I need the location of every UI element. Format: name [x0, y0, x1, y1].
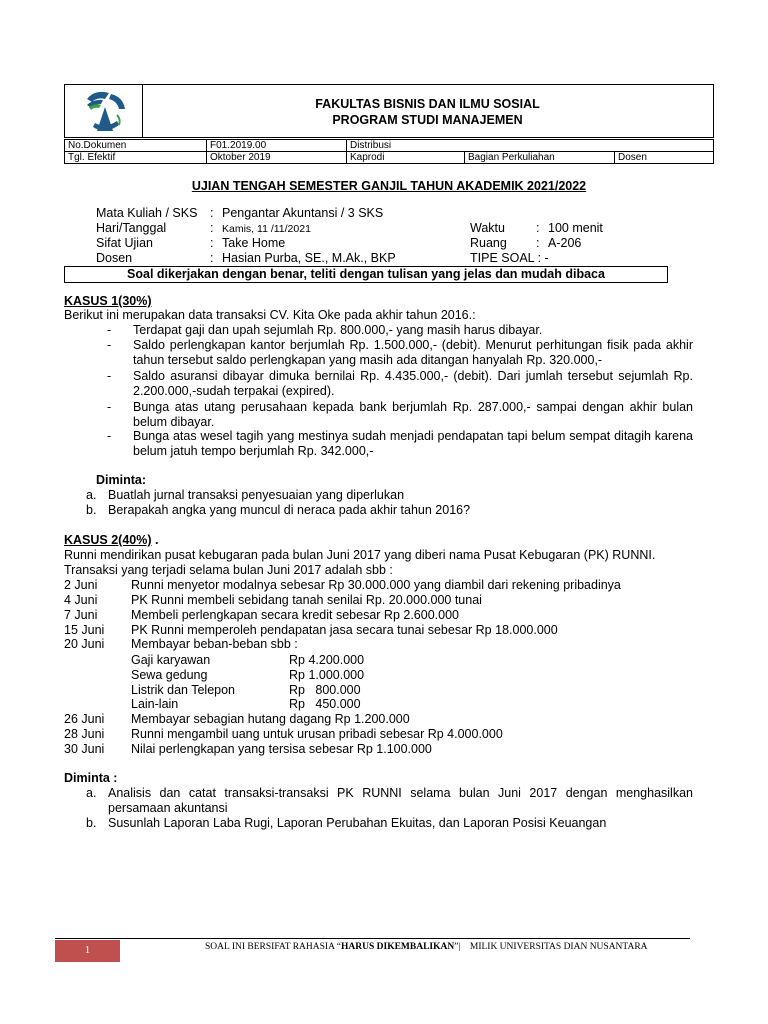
colon: :: [210, 221, 214, 235]
hari-label: Hari/Tanggal: [96, 221, 167, 235]
kasus1-req: Buatlah jurnal transaksi penyesuaian yang diperlukan: [108, 488, 405, 502]
bullet-dash: -: [107, 400, 112, 414]
waktu-value: 100 menit: [548, 221, 603, 235]
ruang-value: A-206: [548, 236, 582, 250]
kasus1-title: KASUS 1(30%): [64, 294, 152, 308]
kasus1-bullet: Bunga atas utang perusahaan kepada bank berjumlah Rp. 287.000,- sampai dengan akhir bulan belum dibayar.: [133, 400, 693, 429]
beban-name: Listrik dan Telepon: [131, 683, 236, 697]
beban-amount: Rp 4.200.000: [289, 653, 365, 667]
waktu-label: Waktu: [470, 221, 505, 235]
tx-text: Runni menyetor modalnya sebesar Rp 30.000.000 yang diambil dari rekening pribadinya: [131, 578, 621, 592]
exam-info: [96, 206, 696, 266]
kasus1-diminta: Diminta:: [96, 473, 146, 487]
instruction-note: Soal dikerjakan dengan benar, teliti dengan tulisan yang jelas dan mudah dibaca: [64, 266, 668, 283]
meta-cell: Oktober 2019: [207, 152, 347, 164]
program-title: PROGRAM STUDI MANAJEMEN: [332, 113, 523, 127]
kasus2-req: Susunlah Laporan Laba Rugi, Laporan Perubahan Ekuitas, dan Laporan Posisi Keuangan: [108, 816, 607, 830]
kasus1-bullet: Saldo perlengkapan kantor berjumlah Rp. 1.500.000,- (debit). Menurut perhitungan fisik pada akhir tahun tersebut saldo perlengkapan yang masih ada ditangan hanyalah Rp. 320.000,-: [133, 338, 693, 367]
dosen-label: Dosen: [96, 251, 133, 265]
beban-name: Sewa gedung: [131, 668, 208, 682]
kasus1-req: Berapakah angka yang muncul di neraca pada akhir tahun 2016?: [108, 503, 471, 517]
faculty-title: FAKULTAS BISNIS DAN ILMU SOSIAL: [315, 97, 540, 111]
footer-text: SOAL INI BERSIFAT RAHASIA “HARUS DIKEMBALIKAN”| MILIK UNIVERSITAS DIAN NUSANTARA: [205, 942, 648, 952]
tx-date: 28 Juni: [64, 727, 105, 741]
beban-amount: Rp 1.000.000: [289, 668, 365, 682]
beban-amount: Rp 450.000: [289, 697, 361, 711]
colon: :: [536, 236, 540, 250]
kasus2-req: Analisis dan catat transaksi-transaksi PK RUNNI selama bulan Juni 2017 dengan menghasilkan persamaan akuntansi: [108, 786, 693, 815]
tx-text: PK Runni memperoleh pendapatan jasa secara tunai sebesar Rp 18.000.000: [131, 623, 558, 637]
kasus2-intro: Runni mendirikan pusat kebugaran pada bulan Juni 2017 yang diberi nama Pusat Kebugaran (PK) RUNNI.: [64, 548, 656, 562]
page-number: 1: [55, 940, 120, 962]
document-meta-table: [64, 139, 714, 164]
kasus1-intro: Berikut ini merupakan data transaksi CV. Kita Oke pada akhir tahun 2016.:: [64, 308, 476, 322]
hari-value: Kamis, 11 /11/2021: [222, 223, 311, 235]
kasus1-bullet: Saldo asuransi dibayar dimuka bernilai Rp. 4.435.000,- (debit). Dari jumlah tersebut sejumlah Rp. 2.200.000,-sudah terpakai (expired).: [133, 369, 693, 398]
req-mark: b.: [86, 816, 97, 830]
tx-text: Membayar sebagian hutang dagang Rp 1.200.000: [131, 712, 410, 726]
meta-row: [65, 140, 714, 152]
beban-name: Lain-lain: [131, 697, 179, 711]
bullet-dash: -: [107, 429, 112, 443]
kasus1-bullet: Bunga atas wesel tagih yang mestinya sudah menjadi pendapatan tapi belum sempat ditagih karena belum jatuh tempo berjumlah Rp. 342.000,-: [133, 429, 693, 458]
tx-date: 26 Juni: [64, 712, 105, 726]
tx-date: 20 Juni: [64, 637, 105, 651]
exam-title: UJIAN TENGAH SEMESTER GANJIL TAHUN AKADEMIK 2021/2022: [191, 179, 587, 193]
tx-date: 2 Juni: [64, 578, 98, 592]
meta-cell: Distribusi: [347, 140, 714, 152]
tx-date: 30 Juni: [64, 742, 105, 756]
tx-text: PK Runni membeli sebidang tanah senilai Rp. 20.000.000 tunai: [131, 593, 482, 607]
meta-cell: F01.2019.00: [207, 140, 347, 152]
colon: :: [210, 236, 214, 250]
meta-row: [65, 152, 714, 164]
tx-text: Membayar beban-beban sbb :: [131, 637, 298, 651]
kasus2-intro: Transaksi yang terjadi selama bulan Juni 2017 adalah sbb :: [64, 563, 393, 577]
meta-cell: No.Dokumen: [65, 140, 207, 152]
mk-label: Mata Kuliah / SKS: [96, 206, 198, 220]
tipe-soal: TIPE SOAL : -: [470, 251, 549, 265]
sifat-value: Take Home: [222, 236, 286, 250]
dosen-value: Hasian Purba, SE., M.Ak., BKP: [222, 251, 396, 265]
bullet-dash: -: [107, 338, 112, 352]
tx-text: Runni mengambil uang untuk urusan pribadi sebesar Rp 4.000.000: [131, 727, 503, 741]
tx-text: Nilai perlengkapan yang tersisa sebesar Rp 1.100.000: [131, 742, 432, 756]
meta-cell: Dosen: [615, 152, 714, 164]
bullet-dash: -: [107, 323, 112, 337]
colon: :: [210, 206, 214, 220]
meta-cell: Tgl. Efektif: [65, 152, 207, 164]
beban-name: Gaji karyawan: [131, 653, 211, 667]
kasus2-title: KASUS 2(40%) .: [64, 533, 159, 547]
logo-icon: [65, 85, 142, 137]
req-mark: a.: [86, 488, 97, 502]
tx-date: 4 Juni: [64, 593, 98, 607]
tx-date: 7 Juni: [64, 608, 98, 622]
university-logo: [65, 85, 143, 137]
document-header: [64, 84, 714, 138]
colon: :: [210, 251, 214, 265]
ruang-label: Ruang: [470, 236, 507, 250]
kasus2-diminta: Diminta :: [64, 771, 118, 785]
kasus1-bullet: Terdapat gaji dan upah sejumlah Rp. 800.000,- yang masih harus dibayar.: [133, 323, 543, 337]
tx-date: 15 Juni: [64, 623, 105, 637]
tx-text: Membeli perlengkapan secara kredit sebesar Rp 2.600.000: [131, 608, 459, 622]
mk-value: Pengantar Akuntansi / 3 SKS: [222, 206, 384, 220]
meta-cell: Bagian Perkuliahan: [465, 152, 615, 164]
bullet-dash: -: [107, 369, 112, 383]
req-mark: b.: [86, 503, 97, 517]
colon: :: [536, 221, 540, 235]
meta-cell: Kaprodi: [347, 152, 465, 164]
beban-amount: Rp 800.000: [289, 683, 361, 697]
footer-divider: [55, 938, 690, 939]
req-mark: a.: [86, 786, 97, 800]
sifat-label: Sifat Ujian: [96, 236, 153, 250]
